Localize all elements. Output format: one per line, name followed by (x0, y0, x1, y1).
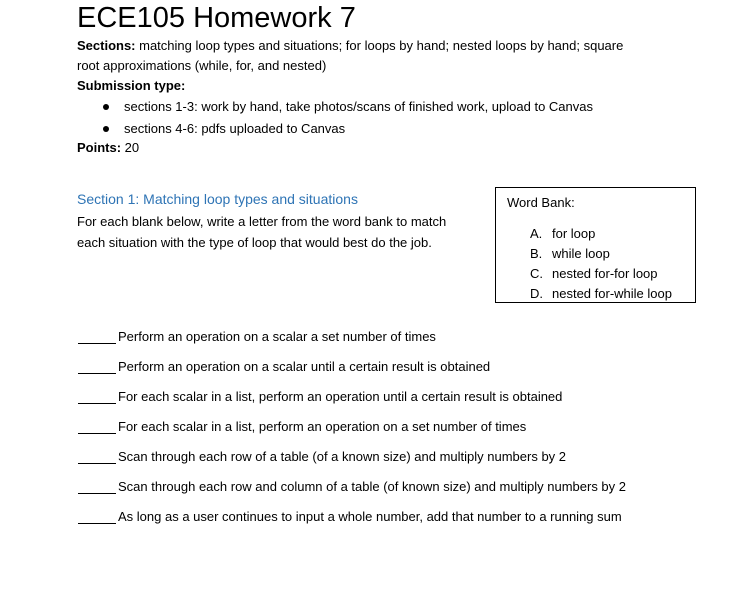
answer-blank[interactable] (78, 522, 116, 524)
matching-item (78, 468, 626, 498)
word-bank-item (530, 244, 672, 264)
points-label: Points: (77, 140, 122, 155)
matching-item (78, 348, 626, 378)
answer-blank[interactable] (78, 372, 116, 374)
answer-blank[interactable] (78, 342, 116, 344)
section-1-desc-line-2: each situation with the type of loop that would best do the job. (77, 235, 432, 250)
points-line (77, 138, 139, 158)
points-value: 20 (121, 140, 140, 155)
matching-item-text: As long as a user continues to input a whole number, add that number to a running sum (118, 509, 622, 524)
sections-label: Sections: (77, 38, 136, 53)
word-bank-item (530, 224, 672, 244)
word-bank-letter: B. (530, 246, 543, 261)
submission-item (100, 118, 593, 140)
sections-line-1 (77, 36, 623, 56)
matching-item (78, 408, 626, 438)
word-bank-box (495, 187, 696, 303)
matching-item-text: Perform an operation on a scalar until a certain result is obtained (118, 359, 491, 374)
word-bank-list (530, 224, 672, 304)
bullet-icon (103, 126, 109, 132)
matching-item (78, 498, 626, 528)
word-bank-text: while loop (552, 246, 610, 261)
answer-blank[interactable] (78, 402, 116, 404)
page-title: ECE105 Homework 7 (77, 2, 356, 34)
submission-item (100, 96, 593, 118)
matching-item-text: Scan through each row and column of a table (of known size) and multiply numbers by 2 (118, 479, 626, 494)
answer-blank[interactable] (78, 462, 116, 464)
word-bank-letter: A. (530, 226, 543, 241)
word-bank-text: nested for-while loop (552, 286, 672, 301)
section-1-description (77, 211, 446, 253)
matching-item (78, 318, 626, 348)
matching-item (78, 438, 626, 468)
answer-blank[interactable] (78, 432, 116, 434)
sections-line-2: root approximations (while, for, and nested) (77, 58, 327, 73)
matching-item-text: Perform an operation on a scalar a set number of times (118, 329, 436, 344)
matching-item (78, 378, 626, 408)
word-bank-text: for loop (552, 226, 596, 241)
word-bank-letter: D. (530, 286, 543, 301)
bullet-icon (103, 104, 109, 110)
submission-label: Submission type: (77, 78, 186, 93)
submission-list (100, 96, 593, 140)
section-1-desc-line-1: For each blank below, write a letter from the word bank to match (77, 214, 447, 229)
matching-item-text: For each scalar in a list, perform an operation on a set number of times (118, 419, 527, 434)
submission-item-text: sections 1-3: work by hand, take photos/scans of finished work, upload to Canvas (124, 99, 593, 114)
sections-text-1: matching loop types and situations; for loops by hand; nested loops by hand; square (135, 38, 624, 53)
word-bank-item (530, 284, 672, 304)
matching-item-text: Scan through each row of a table (of a known size) and multiply numbers by 2 (118, 449, 567, 464)
matching-item-text: For each scalar in a list, perform an operation until a certain result is obtained (118, 389, 563, 404)
word-bank-letter: C. (530, 266, 543, 281)
answer-blank[interactable] (78, 492, 116, 494)
word-bank-text: nested for-for loop (552, 266, 658, 281)
submission-item-text: sections 4-6: pdfs uploaded to Canvas (124, 121, 346, 136)
section-1-heading: Section 1: Matching loop types and situations (77, 191, 358, 207)
word-bank-item (530, 264, 672, 284)
word-bank-title: Word Bank: (507, 195, 575, 210)
matching-list (78, 318, 626, 528)
